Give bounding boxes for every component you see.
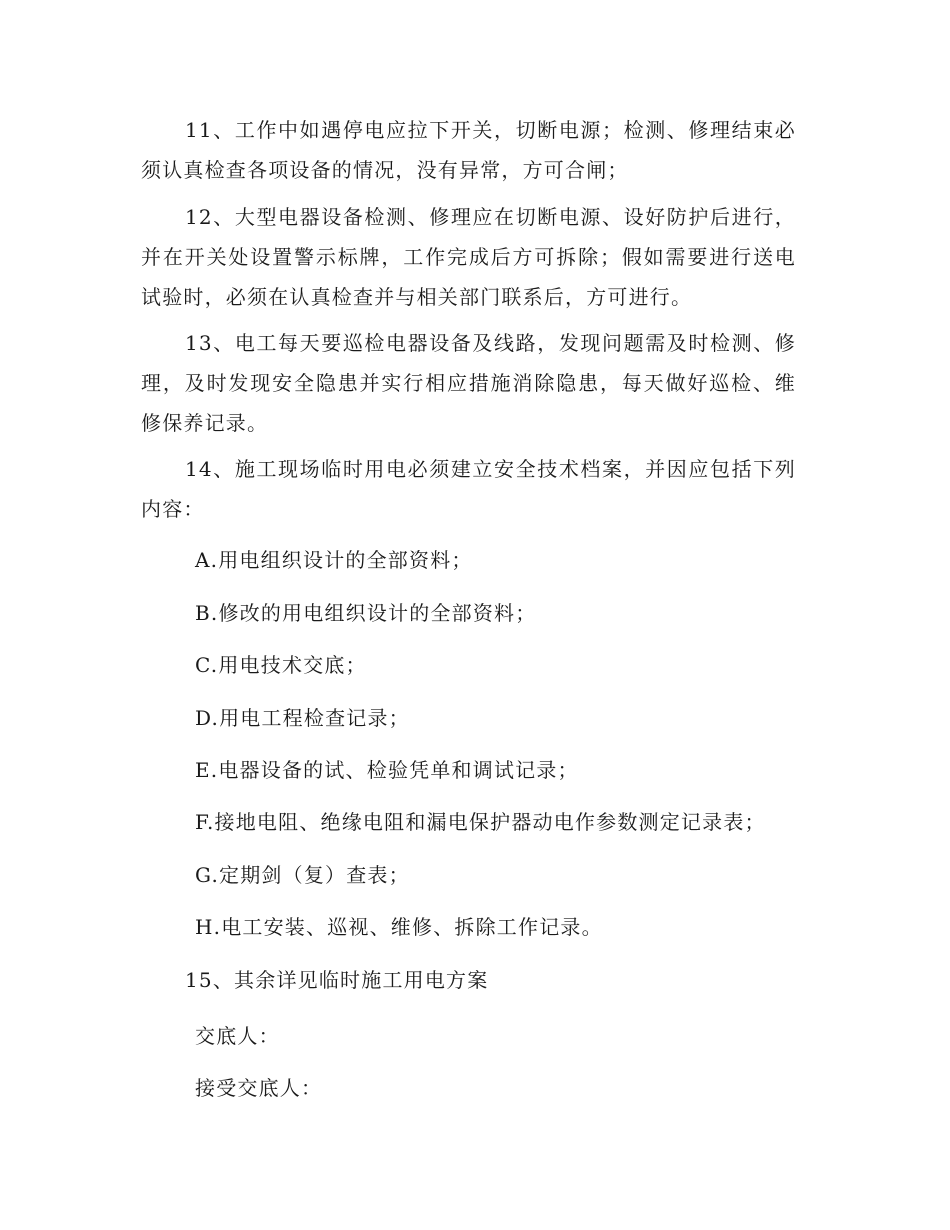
paragraph-14: 14、施工现场临时用电必须建立安全技术档案，并因应包括下列内容： — [141, 457, 796, 521]
list-item-d: D.用电工程检查记录； — [195, 706, 410, 730]
paragraph-11: 11、工作中如遇停电应拉下开关，切断电源；检测、修理结束必须认真检查各项设备的情况，没有异常，方可合闸； — [141, 118, 796, 182]
receiver-label: 接受交底人： — [195, 1076, 323, 1100]
paragraph-12: 12、大型电器设备检测、修理应在切断电源、设好防护后进行，并在开关处设置警示标牌，工作完成后方可拆除；假如需要进行送电试验时，必须在认真检查并与相关部门联系后，方可进行。 — [141, 205, 796, 309]
presenter-label: 交底人： — [195, 1024, 280, 1048]
list-item-e: E.电器设备的试、检验凭单和调试记录； — [195, 758, 579, 782]
list-item-h: H.电工安装、巡视、维修、拆除工作记录。 — [195, 915, 603, 939]
list-item-f: F.接地电阻、绝缘电阻和漏电保护器动电作参数测定记录表； — [195, 810, 766, 834]
list-item-g: G.定期剑（复）查表； — [195, 863, 410, 887]
list-item-a: A.用电组织设计的全部资料； — [195, 548, 473, 572]
paragraph-15: 15、其余详见临时施工用电方案 — [185, 968, 489, 992]
list-item-b: B.修改的用电组织设计的全部资料； — [195, 601, 537, 625]
paragraph-13: 13、电工每天要巡检电器设备及线路，发现问题需及时检测、修理，及时发现安全隐患并实行相应措施消除隐患，每天做好巡检、维修保养记录。 — [141, 331, 796, 435]
list-item-c: C.用电技术交底； — [195, 653, 367, 677]
